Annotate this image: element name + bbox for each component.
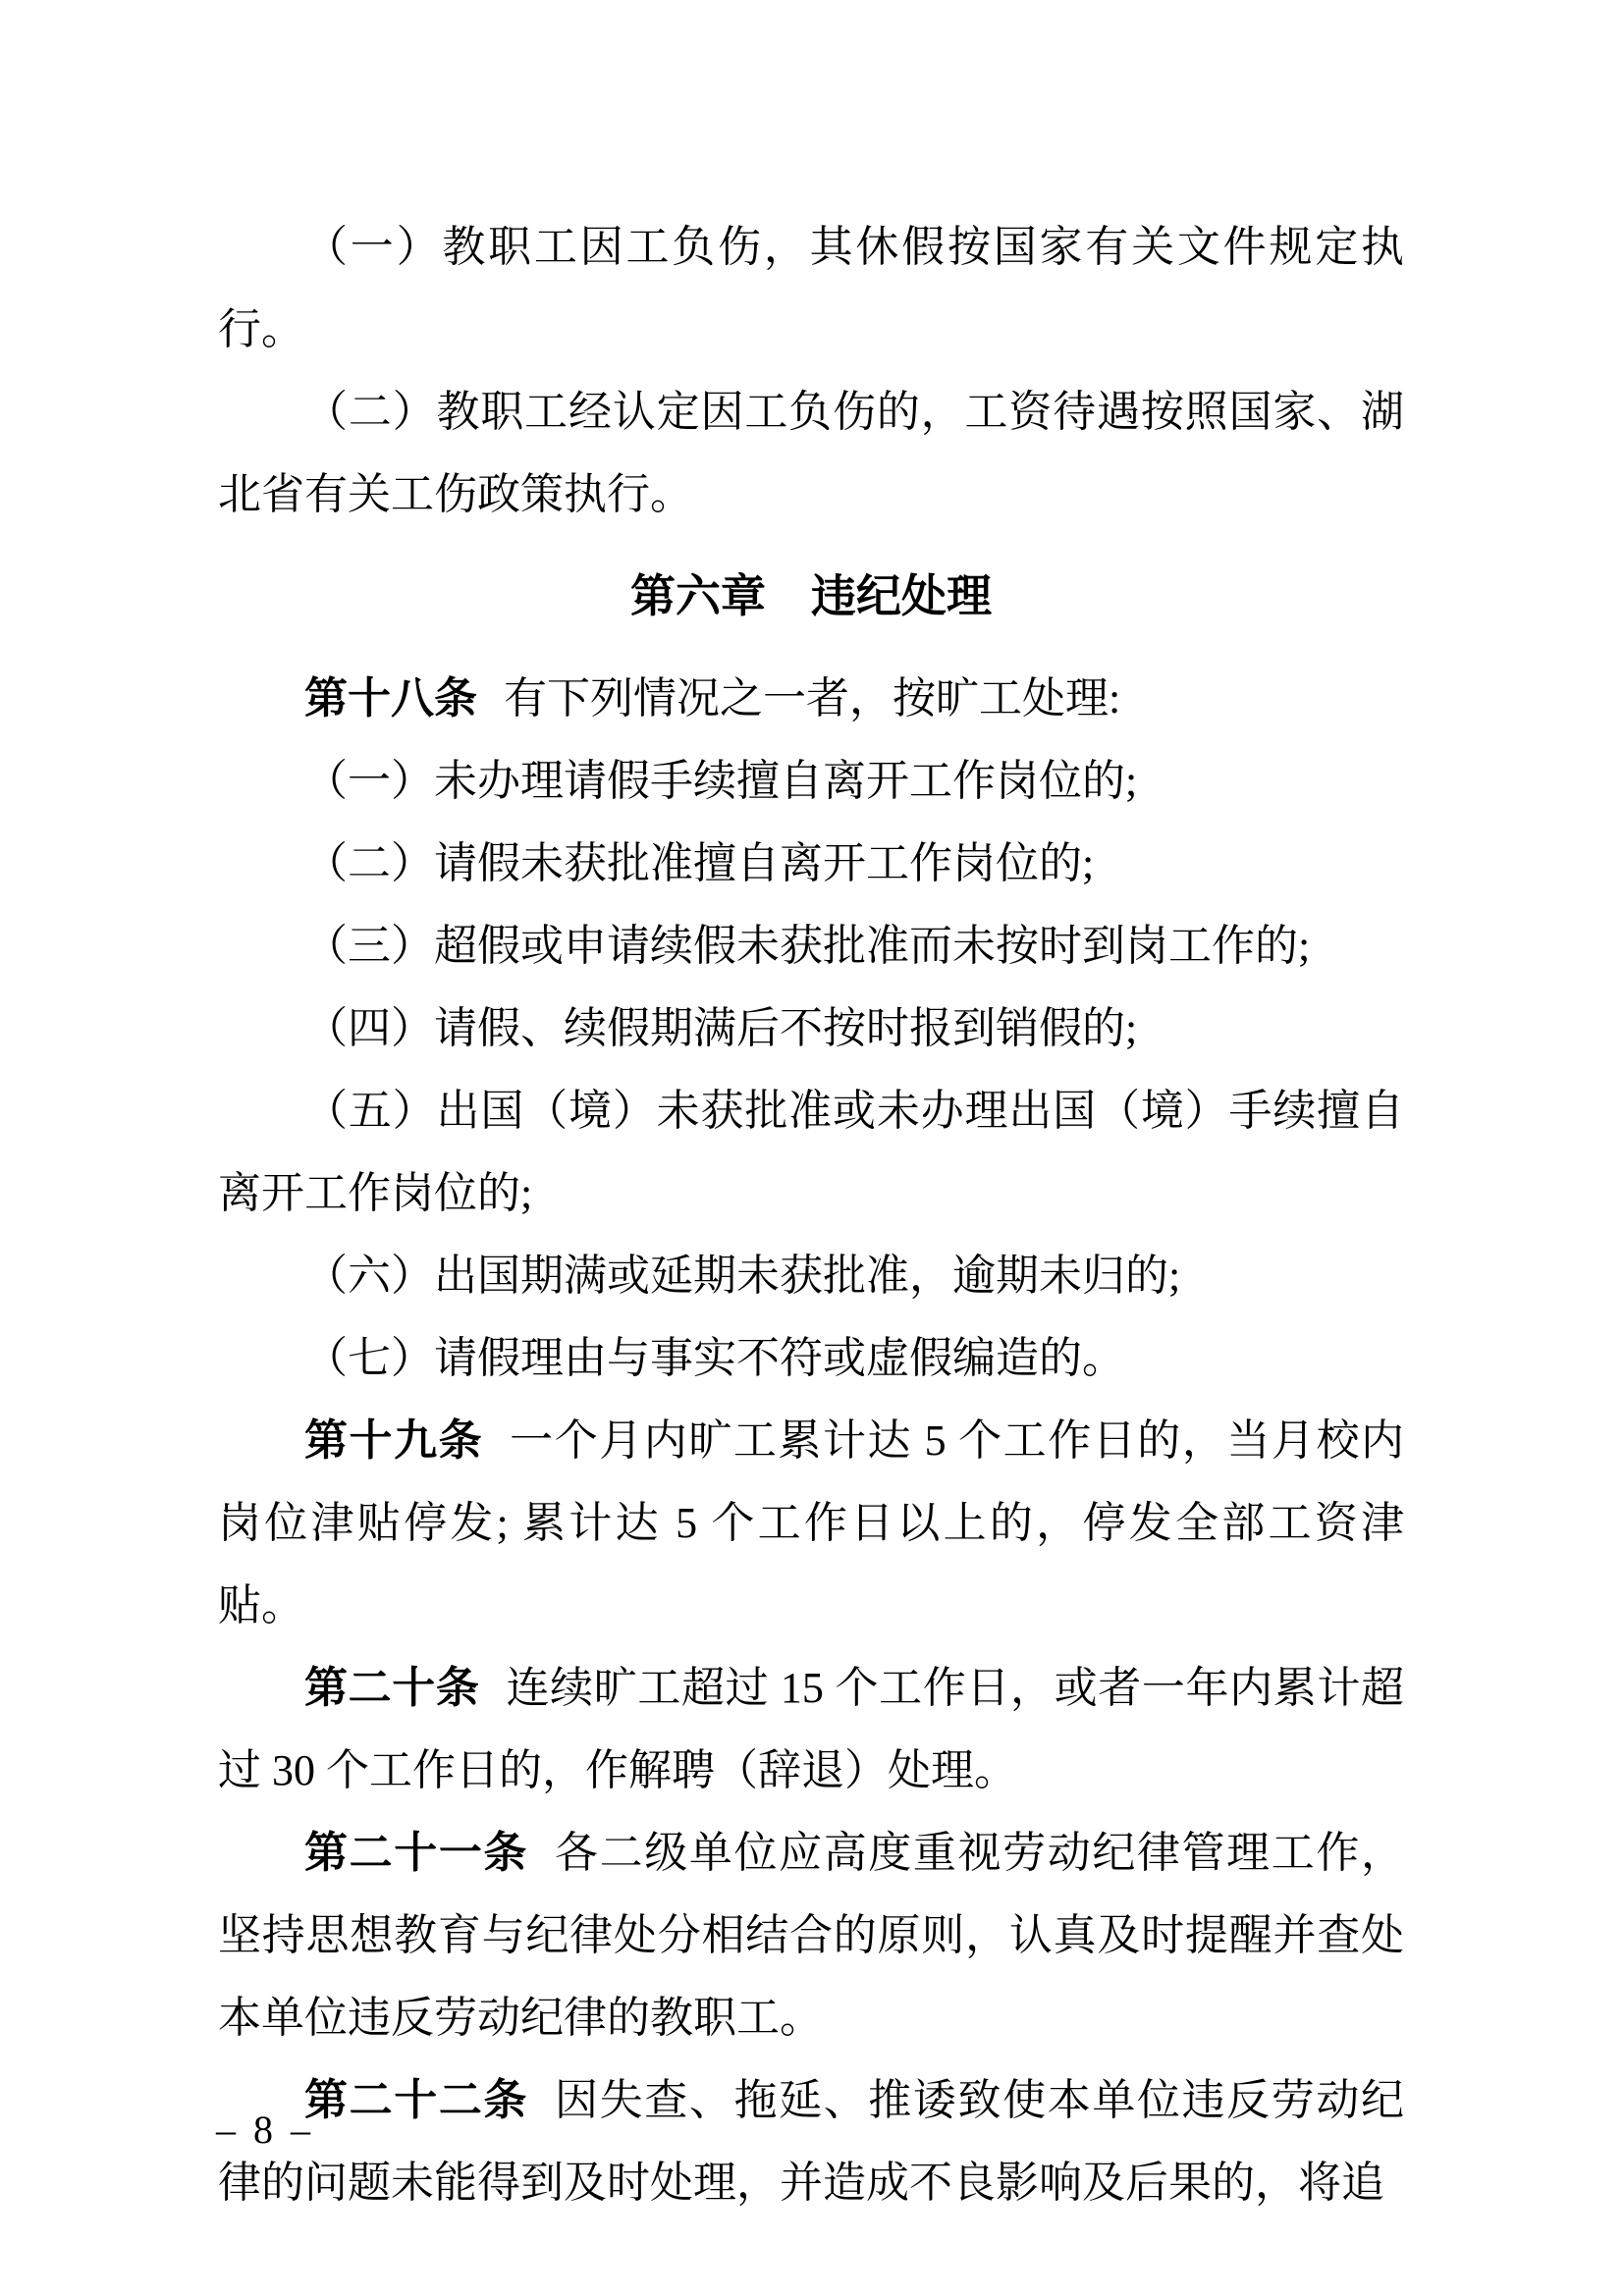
paragraph <box>218 2059 1404 2224</box>
paragraph <box>218 1647 1404 1812</box>
paragraph <box>218 658 1404 740</box>
text-run: （一）未办理请假手续擅自离开工作岗位的; <box>304 757 1138 805</box>
paragraph <box>218 1317 1404 1400</box>
text-run: 一个月内旷工累计达 5 个工作日的，当月校内岗位津贴停发; 累计达 5 个工作日以上的，停发全部工资津贴。 <box>218 1416 1405 1629</box>
text-run: （五）出国（境）未获批准或未办理出国（境）手续擅自离开工作岗位的; <box>218 1087 1404 1217</box>
chapter-title: 第六章 违纪处理 <box>630 571 992 621</box>
text-run: （四）请假、续假期满后不按时报到销假的; <box>304 1004 1138 1052</box>
article-number: 第二十二条 <box>304 2076 529 2124</box>
text-run: 各二级单位应高度重视劳动纪律管理工作，坚持思想教育与纪律处分相结合的原则，认真及时提醒并查处本单位违反劳动纪律的教职工。 <box>218 1829 1405 2042</box>
paragraph <box>218 1235 1404 1317</box>
text-run: 有下列情况之一者，按旷工处理: <box>504 674 1121 722</box>
article-number: 第二十条 <box>304 1664 480 1712</box>
article-number: 第十八条 <box>304 674 477 722</box>
text-run: （二）请假未获批准擅自离开工作岗位的; <box>304 839 1095 887</box>
page-number: – 8 – <box>216 2108 314 2152</box>
chapter-heading <box>218 556 1404 638</box>
paragraph <box>218 905 1404 988</box>
paragraph <box>218 1812 1404 2059</box>
text-run: 因失查、拖延、推诿致使本单位违反劳动纪律的问题未能得到及时处理，并造成不良影响及后果的，将追 <box>218 2076 1405 2207</box>
text-run: 连续旷工超过 15 个工作日，或者一年内累计超过 30 个工作日的，作解聘（辞退）处理。 <box>218 1664 1404 1794</box>
paragraph <box>218 206 1404 371</box>
article-number: 第二十一条 <box>304 1829 529 1877</box>
text-run: （六）出国期满或延期未获批准，逾期未归的; <box>304 1252 1181 1300</box>
paragraph <box>218 371 1404 536</box>
paragraph <box>218 823 1404 905</box>
text-run: （三）超假或申请续假未获批准而未按时到岗工作的; <box>304 922 1311 970</box>
text-run: （七）请假理由与事实不符或虚假编造的。 <box>304 1334 1125 1382</box>
paragraph <box>218 740 1404 823</box>
paragraph <box>218 1070 1404 1235</box>
document-body <box>218 206 1404 2224</box>
paragraph <box>218 988 1404 1070</box>
text-run: （二）教职工经认定因工负伤的，工资待遇按照国家、湖北省有关工伤政策执行。 <box>218 388 1404 518</box>
paragraph <box>218 1400 1404 1647</box>
article-number: 第十九条 <box>304 1416 484 1465</box>
text-run: （一）教职工因工负伤，其休假按国家有关文件规定执行。 <box>218 223 1404 353</box>
